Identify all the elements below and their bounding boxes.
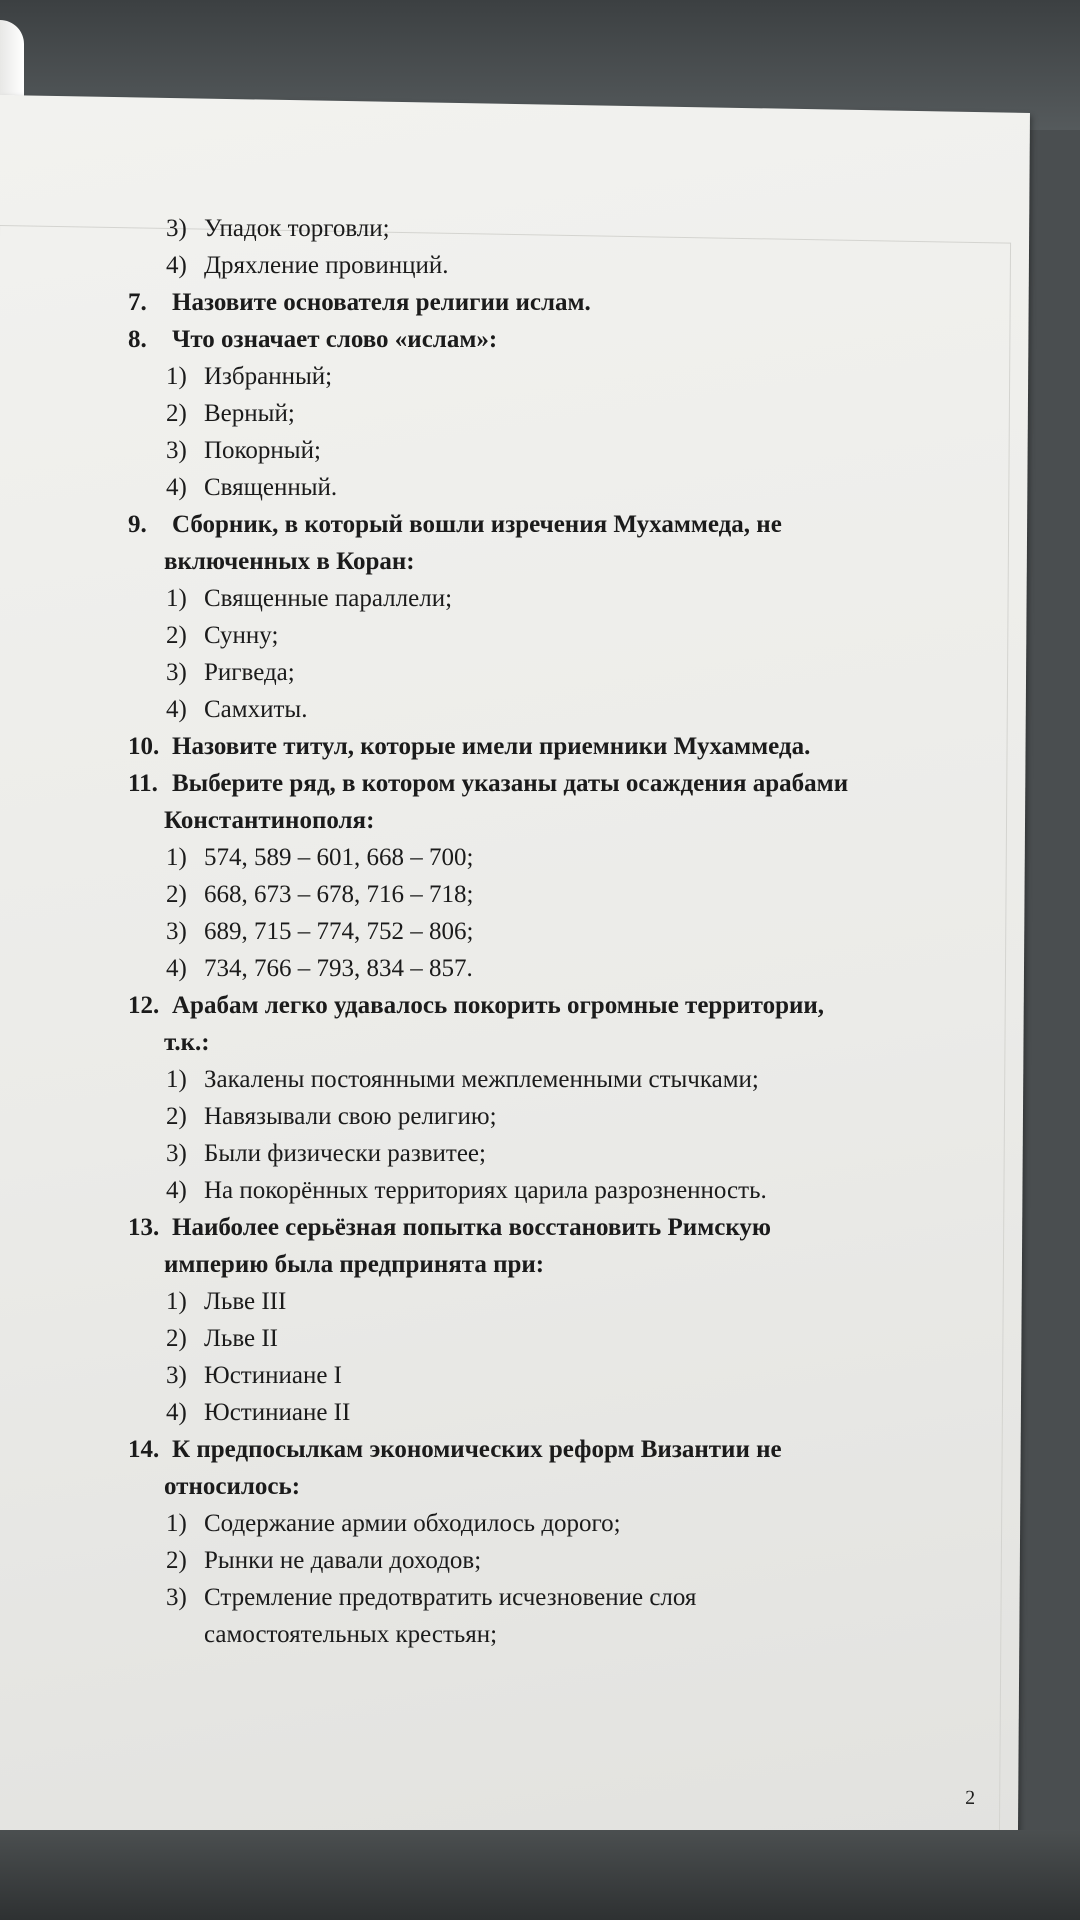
option-number: 1) [166,1288,187,1315]
question-14 [128,1431,968,1468]
question-12 [128,987,968,1024]
question-7 [128,284,968,321]
option-text: Священный. [204,474,338,501]
option-text: На покорённых территориях царила разрозненность. [204,1177,767,1204]
question-number: 9. [128,511,147,538]
question-13 [128,1209,968,1246]
option [128,950,968,987]
option-text: Льве II [204,1325,279,1352]
question-11 [128,765,968,802]
option [128,876,968,913]
option-number: 4) [166,1177,187,1204]
option-number: 4) [166,1399,187,1426]
option [128,913,968,950]
option [128,1098,968,1135]
question-9 [128,506,968,543]
question-number: 12. [128,992,160,1019]
option [128,1394,968,1431]
question-text-continued: относилось: [164,1473,301,1500]
option-number: 3) [166,659,187,686]
question-text-continued: т.к.: [164,1029,210,1056]
option-text: 734, 766 – 793, 834 – 857. [204,955,473,982]
option [128,1579,968,1616]
option-number: 4) [166,955,187,982]
question-text-continued: империю была предпринята при: [164,1251,545,1278]
option [128,1172,968,1209]
option [128,1135,968,1172]
question-text: Назовите основателя религии ислам. [172,289,591,316]
option [128,1283,968,1320]
option-number: 2) [166,622,187,649]
option-text: Закалены постоянными межплеменными стычками; [204,1066,759,1093]
option-number: 2) [166,400,187,427]
question-text: Сборник, в который вошли изречения Мухаммеда, не [172,511,782,538]
option-number: 3) [166,918,187,945]
option-text: 574, 589 – 601, 668 – 700; [204,844,474,871]
option-number: 2) [166,1325,187,1352]
option [128,1357,968,1394]
option-number: 4) [166,252,187,279]
question-number: 8. [128,326,147,353]
test-questions [128,210,968,1653]
option [128,1542,968,1579]
option-number: 3) [166,1362,187,1389]
option-number: 1) [166,844,187,871]
question-10 [128,728,968,765]
option-text: Избранный; [204,363,333,390]
option-number: 3) [166,215,187,242]
question-text: К предпосылкам экономических реформ Византии не [172,1436,782,1463]
option [128,358,968,395]
question-text: Выберите ряд, в котором указаны даты осаждения арабами [172,770,849,797]
option-text: Рынки не давали доходов; [204,1547,482,1574]
option [128,654,968,691]
option-number: 2) [166,881,187,908]
option-number: 1) [166,585,187,612]
option-text: Льве III [204,1288,287,1315]
option-text: Упадок торговли; [204,215,390,242]
option-text: Верный; [204,400,295,427]
option-number: 1) [166,1066,187,1093]
question-text-continued: Константинополя: [164,807,375,834]
option-text: Навязывали свою религию; [204,1103,497,1130]
question-number: 11. [128,770,158,797]
option-text: Самхиты. [204,696,308,723]
background-bottom [0,1830,1080,1920]
option-number: 3) [166,1584,187,1611]
option-number: 2) [166,1103,187,1130]
option [128,839,968,876]
option-text: Юстиниане I [204,1362,343,1389]
option-text: Ригведа; [204,659,295,686]
option [128,395,968,432]
option-number: 1) [166,1510,187,1537]
option-text: Сунну; [204,622,279,649]
option-text: Были физически развитее; [204,1140,486,1167]
question-number: 13. [128,1214,160,1241]
question-number: 10. [128,733,160,760]
option-text-continued: самостоятельных крестьян; [204,1621,498,1648]
question-number: 7. [128,289,147,316]
option-text: Содержание армии обходилось дорого; [204,1510,621,1537]
option-text: 668, 673 – 678, 716 – 718; [204,881,474,908]
option [128,617,968,654]
question-8 [128,321,968,358]
option [128,1320,968,1357]
option-text: 689, 715 – 774, 752 – 806; [204,918,474,945]
option-number: 3) [166,1140,187,1167]
page-number: 2 [965,1786,976,1810]
question-text: Наиболее серьёзная попытка восстановить Римскую [172,1214,771,1241]
option-number: 4) [166,474,187,501]
option-text: Стремление предотвратить исчезновение слоя [204,1584,697,1611]
option [128,210,968,247]
option-text: Покорный; [204,437,321,464]
option-number: 1) [166,363,187,390]
option-number: 3) [166,437,187,464]
option [128,1505,968,1542]
option [128,1061,968,1098]
option [128,247,968,284]
question-text-continued: включенных в Коран: [164,548,415,575]
question-number: 14. [128,1436,160,1463]
option [128,580,968,617]
option [128,432,968,469]
option [128,469,968,506]
question-text: Что означает слово «ислам»: [172,326,498,353]
question-text: Назовите титул, которые имели приемники Мухаммеда. [172,733,811,760]
option-text: Юстиниане II [204,1399,351,1426]
option [128,691,968,728]
option-number: 2) [166,1547,187,1574]
option-number: 4) [166,696,187,723]
option-text: Священные параллели; [204,585,453,612]
option-text: Дряхление провинций. [204,252,449,279]
question-text: Арабам легко удавалось покорить огромные территории, [172,992,825,1019]
